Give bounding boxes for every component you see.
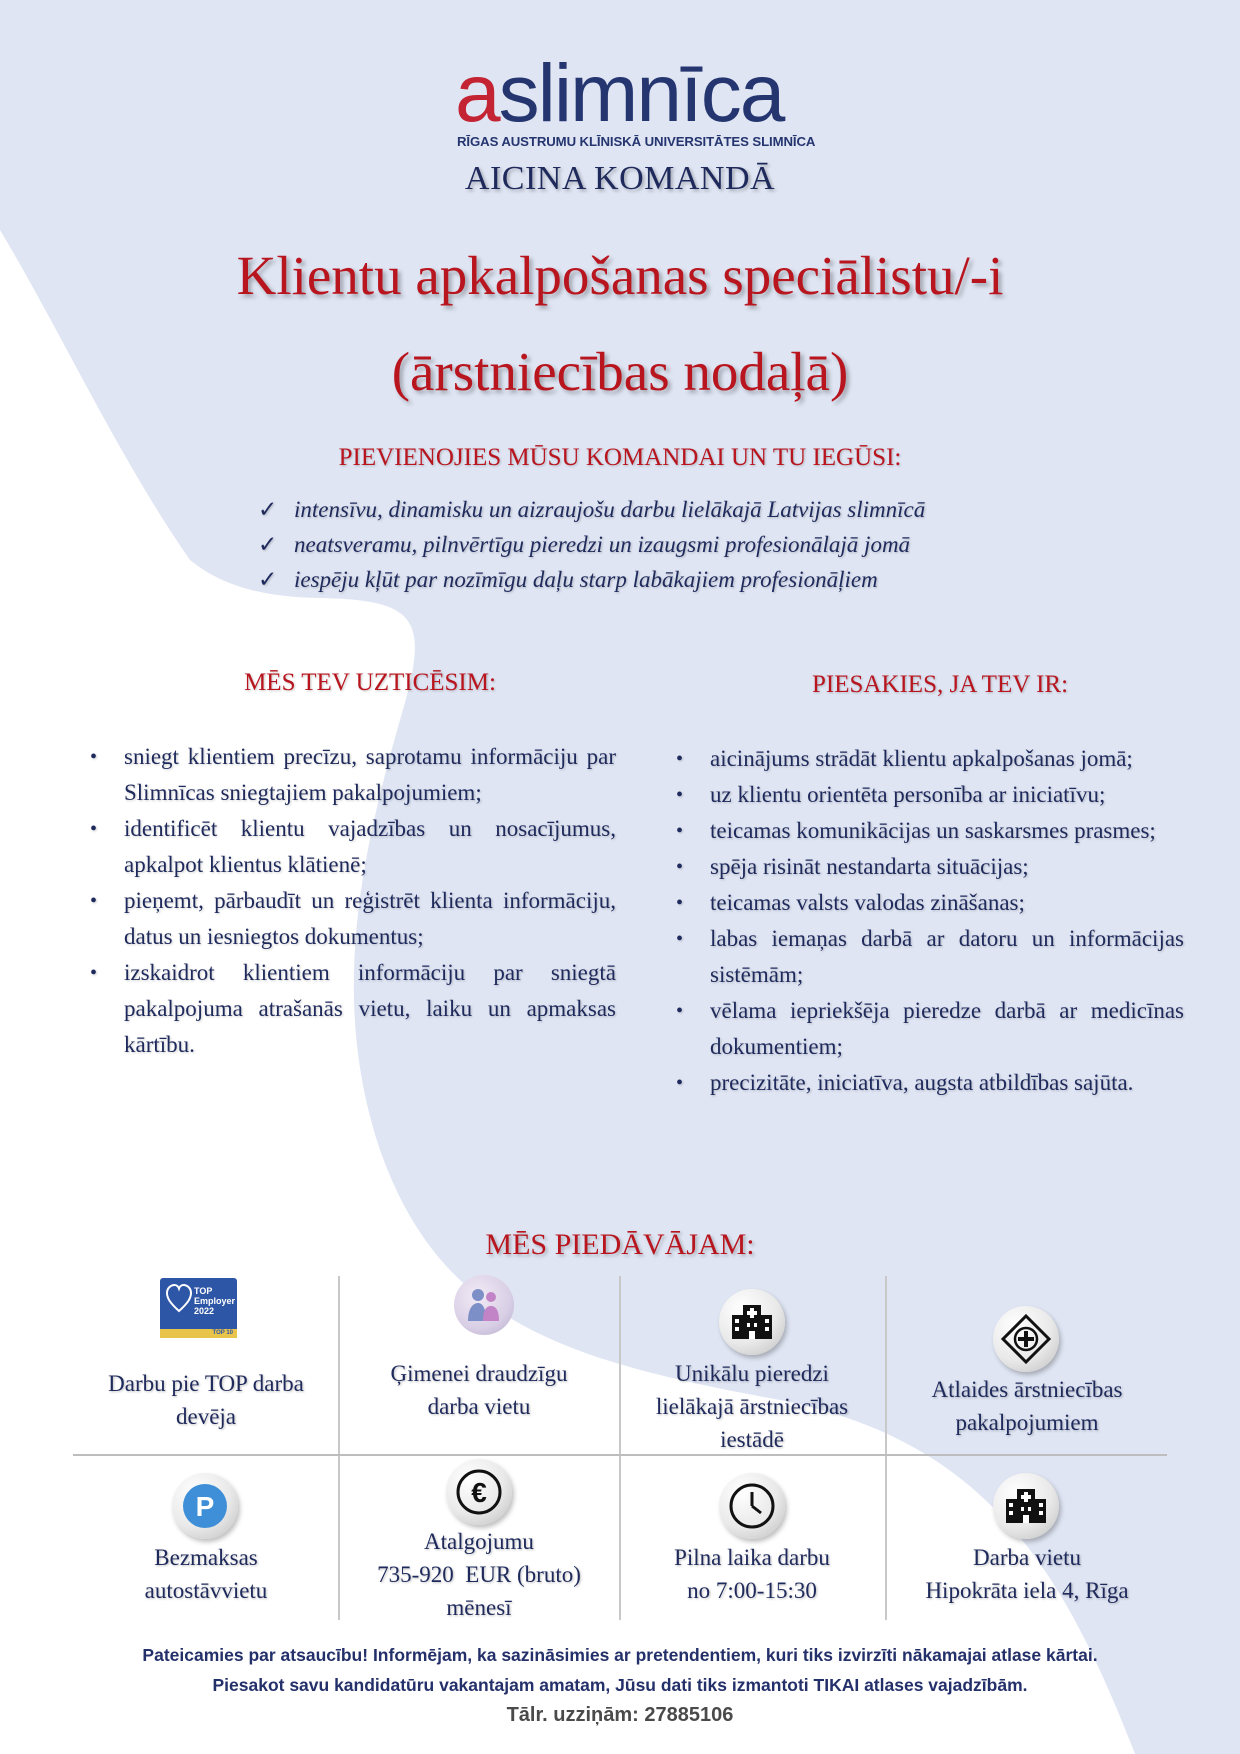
- check-icon: ✓: [258, 497, 278, 522]
- requirement-item: • uz klientu orientēta personība ar iniciatīvu;: [674, 777, 1184, 813]
- footer-phone: Tālr. uzziņām: 27885106: [506, 1704, 734, 1726]
- offer-line: Pilna laika darbu: [674, 1545, 830, 1570]
- offer-line: Atalgojumu: [424, 1529, 534, 1554]
- offer-cell-text: [340, 1525, 618, 1624]
- badge-footer-bar: [160, 1329, 237, 1338]
- logo-letter-a: a: [455, 48, 499, 139]
- footer-thanks: Pateicamies par atsaucību! Informējam, ka sazināsimies ar pretendentiem, kuri tiks izvirzīti nākamajai atlase kārtai.: [142, 1645, 1098, 1665]
- medical-cross-icon: [993, 1306, 1059, 1372]
- badge-line: Employer: [194, 1296, 236, 1306]
- top-employer-badge: [160, 1278, 237, 1338]
- offer-line: Hipokrāta iela 4, Rīga: [925, 1578, 1129, 1603]
- offer-line: no 7:00-15:30: [687, 1578, 817, 1603]
- offer-line: devēja: [175, 1404, 236, 1429]
- badge-footer-text: TOP 10: [212, 1330, 233, 1336]
- offer-line: mēnesī: [446, 1595, 512, 1620]
- family-friendly-logo: [454, 1275, 514, 1335]
- hospital-icon: [993, 1473, 1059, 1539]
- heart-icon: [166, 1284, 192, 1314]
- duties-heading: MĒS TEV UZTICĒSIM:: [244, 669, 496, 696]
- badge-line: 2022: [194, 1306, 215, 1316]
- offer-line: Bezmaksas: [154, 1545, 258, 1570]
- duties-list: [88, 739, 616, 1063]
- logo-wordmark: [455, 48, 783, 140]
- requirement-item: • labas iemaņas darbā ar datoru un informācijas sistēmām;: [674, 921, 1184, 993]
- offer-cell-text: [340, 1357, 618, 1423]
- footer-privacy: Piesakot savu kandidatūru vakantajam amatam, Jūsu dati tiks izmantoti TIKAI atlases vajadzībām.: [212, 1675, 1028, 1695]
- badge-line: TOP: [194, 1286, 213, 1296]
- hospital-logo: [455, 48, 816, 149]
- logo-word-slimnica: slimnīca: [498, 48, 784, 139]
- euro-icon: [446, 1459, 512, 1525]
- job-title-line2: (ārstniecības nodaļā): [391, 341, 849, 402]
- family-icon: [454, 1275, 514, 1335]
- invite-heading: AICINA KOMANDĀ: [464, 160, 776, 197]
- benefit-item: [258, 562, 1018, 597]
- offer-line: autostāvvietu: [144, 1578, 268, 1603]
- offer-cell-text: [887, 1373, 1167, 1439]
- offer-cell-text: [887, 1541, 1167, 1607]
- benefit-text: iespēju kļūt par nozīmīgu daļu starp labākajiem profesionāļiem: [294, 567, 878, 592]
- check-icon: ✓: [258, 567, 278, 592]
- job-title-line1: Klientu apkalpošanas speciālistu/-i: [236, 245, 1004, 306]
- svg-text:P: P: [195, 1491, 215, 1522]
- offer-cell-text: [80, 1367, 332, 1433]
- offer-cell-text: [621, 1357, 883, 1456]
- offer-line: lielākajā ārstniecības: [655, 1394, 849, 1419]
- offer-line: darba vietu: [427, 1394, 531, 1419]
- svg-text:€: €: [471, 1477, 487, 1508]
- offer-line: Atlaides ārstniecības: [931, 1377, 1123, 1402]
- requirement-item: • aicinājums strādāt klientu apkalpošanas jomā;: [674, 741, 1184, 777]
- requirement-item: • precizitāte, iniciatīva, augsta atbildības sajūta.: [674, 1065, 1184, 1101]
- offer-heading: MĒS PIEDĀVĀJAM:: [485, 1228, 755, 1261]
- requirement-item: • spēja risināt nestandarta situācijas;: [674, 849, 1184, 885]
- requirement-item: • teicamas komunikācijas un saskarsmes prasmes;: [674, 813, 1184, 849]
- parking-icon: [172, 1473, 238, 1539]
- offer-line: Unikālu pieredzi: [675, 1361, 829, 1386]
- benefit-item: [258, 527, 1018, 562]
- hospital-icon: [719, 1289, 785, 1355]
- duty-item: • izskaidrot klientiem informāciju par sniegtā pakalpojuma atrašanās vietu, laiku un apmaksas kārtību.: [88, 955, 616, 1063]
- requirement-item: • vēlama iepriekšēja pieredze darbā ar medicīnas dokumentiem;: [674, 993, 1184, 1065]
- check-icon: ✓: [258, 532, 278, 557]
- grid-divider: [73, 1454, 1167, 1456]
- benefit-text: neatsveramu, pilnvērtīgu pieredzi un izaugsmi profesionālajā jomā: [294, 532, 911, 557]
- benefit-item: [258, 492, 1018, 527]
- offer-cell-text: [621, 1541, 883, 1607]
- join-heading: PIEVIENOJIES MŪSU KOMANDAI UN TU IEGŪSI:: [338, 444, 902, 471]
- offer-line: Darbu pie TOP darba: [108, 1371, 304, 1396]
- duty-item: • pieņemt, pārbaudīt un reģistrēt klienta informāciju, datus un iesniegtos dokumentus;: [88, 883, 616, 955]
- duty-item: • identificēt klientu vajadzības un nosacījumus, apkalpot klientus klātienē;: [88, 811, 616, 883]
- offer-line: iestādē: [720, 1427, 784, 1452]
- offer-cell-text: [80, 1541, 332, 1607]
- benefits-list: [258, 492, 1018, 597]
- offer-line: 735-920 EUR (bruto): [377, 1562, 581, 1587]
- requirements-heading: PIESAKIES, JA TEV IR:: [811, 671, 1069, 698]
- offer-line: Ģimenei draudzīgu: [390, 1361, 568, 1386]
- clock-icon: [719, 1473, 785, 1539]
- requirements-list: [674, 741, 1184, 1101]
- offer-line: pakalpojumiem: [955, 1410, 1099, 1435]
- badge-text: [194, 1286, 235, 1316]
- logo-subtitle: RĪGAS AUSTRUMU KLĪNISKĀ UNIVERSITĀTES SLIMNĪCA: [457, 134, 816, 149]
- requirement-item: • teicamas valsts valodas zināšanas;: [674, 885, 1184, 921]
- benefit-text: intensīvu, dinamisku un aizraujošu darbu lielākajā Latvijas slimnīcā: [294, 497, 926, 522]
- offer-line: Darba vietu: [973, 1545, 1081, 1570]
- duty-item: • sniegt klientiem precīzu, saprotamu informāciju par Slimnīcas sniegtajiem pakalpojumiem;: [88, 739, 616, 811]
